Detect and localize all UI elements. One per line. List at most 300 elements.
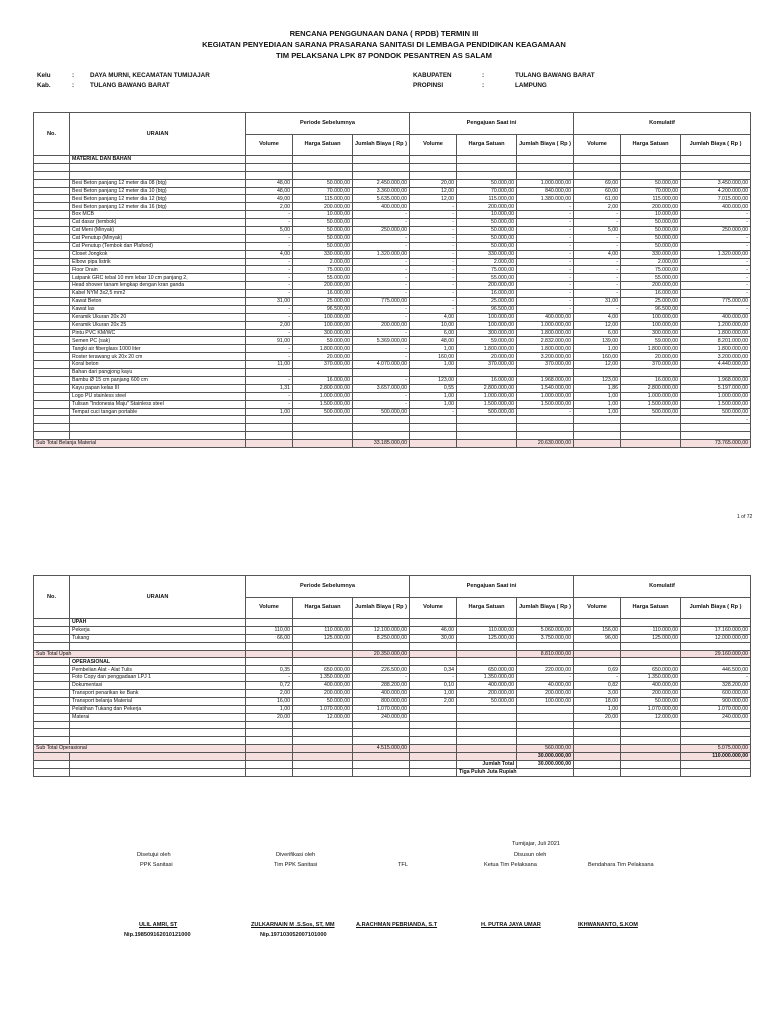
table-row: [34, 266, 751, 274]
empty-cell: [70, 416, 246, 424]
signer-nip-2: Nip.197103052007101000: [260, 932, 327, 938]
no-cell: [34, 626, 70, 634]
group-now-header: Pengajuan Saat ini: [410, 576, 574, 598]
prev-volume-cell: 20,00: [246, 713, 293, 721]
empty-cell: [681, 432, 751, 440]
terbilang-text: Tiga Puluh Juta Rupiah: [457, 768, 574, 776]
col-jumlah-header: Jumlah Biaya ( Rp ): [353, 597, 410, 619]
empty-cell: [621, 156, 681, 164]
prev-harga-cell: 59.000,00: [293, 337, 353, 345]
empty-cell: [293, 416, 353, 424]
now-jumlah-cell: -: [517, 274, 574, 282]
no-cell: [34, 313, 70, 321]
table-row: [34, 227, 751, 235]
kom-volume-cell: 18,00: [574, 697, 621, 705]
material-table: [33, 112, 751, 448]
kom-volume-cell: -: [574, 242, 621, 250]
no-cell: [34, 361, 70, 369]
prev-jumlah-cell: -: [353, 274, 410, 282]
empty-cell: [293, 650, 353, 658]
empty-cell: [517, 642, 574, 650]
empty-cell: [353, 721, 410, 729]
subtotal-operasional-row: [34, 745, 751, 753]
uraian-cell: Head shower tanam lengkap dengan kran ganda: [70, 282, 246, 290]
now-harga-cell: 200.000,00: [457, 690, 517, 698]
empty-cell: [353, 619, 410, 627]
blank-row: [34, 737, 751, 745]
empty-cell: [34, 432, 70, 440]
table-row: [34, 298, 751, 306]
kom-harga-cell: 50.000,00: [621, 219, 681, 227]
empty-cell: [246, 642, 293, 650]
section-operasional: [34, 658, 751, 666]
empty-cell: [621, 721, 681, 729]
empty-cell: [246, 753, 293, 761]
now-volume-cell: 20,00: [410, 179, 457, 187]
uraian-cell: Foto Copy dan penggadaan LPJ 1: [70, 674, 246, 682]
empty-cell: [34, 416, 70, 424]
prev-jumlah-cell: 400.000,00: [353, 203, 410, 211]
now-harga-cell: 330.000,00: [457, 250, 517, 258]
empty-cell: [574, 737, 621, 745]
empty-cell: [621, 416, 681, 424]
empty-cell: [621, 761, 681, 769]
empty-cell: [353, 768, 410, 776]
table-row: [34, 345, 751, 353]
kom-jumlah-cell: 1.500.000,00: [681, 400, 751, 408]
empty-cell: [574, 440, 621, 448]
empty-cell: [574, 650, 621, 658]
prev-jumlah-cell: 4.070.000,00: [353, 361, 410, 369]
empty-cell: [246, 163, 293, 171]
now-jumlah-cell: 1.000.000,00: [517, 392, 574, 400]
propinsi-label: PROPINSI: [413, 82, 444, 89]
tim-ppk-label: Tim PPK Sanitasi: [274, 862, 318, 868]
prev-volume-cell: -: [246, 674, 293, 682]
propinsi-value: LAMPUNG: [515, 82, 547, 89]
prev-volume-cell: 110,00: [246, 626, 293, 634]
kom-harga-cell: 370.000,00: [621, 361, 681, 369]
now-harga-cell: 300.000,00: [457, 329, 517, 337]
group-kom-header: Komulatif: [574, 113, 751, 135]
kom-volume-cell: 3,00: [574, 690, 621, 698]
empty-cell: [246, 658, 293, 666]
kab-label: Kab.: [37, 82, 51, 89]
subtotal-now: 8.810.000,00: [517, 650, 574, 658]
col-volume-header: Volume: [574, 597, 621, 619]
prev-volume-cell: 91,00: [246, 337, 293, 345]
now-volume-cell: -: [410, 674, 457, 682]
now-jumlah-cell: 5.060.000,00: [517, 626, 574, 634]
prev-harga-cell: 200.000,00: [293, 282, 353, 290]
now-jumlah-cell: 1.500.000,00: [517, 400, 574, 408]
now-jumlah-cell: 3.200.000,00: [517, 353, 574, 361]
prev-jumlah-cell: -: [353, 353, 410, 361]
doc-title-line3: TIM PELAKSANA LPK 87 PONDOK PESANTREN AS SALAM: [276, 51, 492, 60]
kab-sep: :: [72, 82, 75, 89]
blank-row: [34, 721, 751, 729]
now-jumlah-cell: 1.380.000,00: [517, 195, 574, 203]
now-volume-cell: 1,00: [410, 690, 457, 698]
now-jumlah-cell: 220.000,00: [517, 666, 574, 674]
empty-cell: [70, 642, 246, 650]
kom-jumlah-cell: 5.197.000,00: [681, 384, 751, 392]
now-harga-cell: 100.000,00: [457, 321, 517, 329]
prev-jumlah-cell: 250.000,00: [353, 227, 410, 235]
prev-volume-cell: 1,31: [246, 384, 293, 392]
prev-volume-cell: 2,00: [246, 690, 293, 698]
table-row: [34, 690, 751, 698]
empty-cell: [410, 619, 457, 627]
kom-harga-cell: 55.000,00: [621, 274, 681, 282]
empty-cell: [293, 721, 353, 729]
now-harga-cell: [457, 369, 517, 377]
prev-volume-cell: 2,00: [246, 321, 293, 329]
empty-cell: [293, 768, 353, 776]
prev-harga-cell: 115.000,00: [293, 195, 353, 203]
no-cell: [34, 690, 70, 698]
now-volume-cell: 160,00: [410, 353, 457, 361]
grand-now: 30.000.000,00: [517, 753, 574, 761]
kom-jumlah-cell: 446.500,00: [681, 666, 751, 674]
empty-cell: [246, 729, 293, 737]
prev-harga-cell: 300.000,00: [293, 329, 353, 337]
prev-jumlah-cell: -: [353, 211, 410, 219]
bendahara-label: Bendahara Tim Pelaksana: [588, 862, 654, 868]
now-harga-cell: 200.000,00: [457, 282, 517, 290]
empty-cell: [621, 753, 681, 761]
col-harga-header: Harga Satuan: [621, 134, 681, 156]
empty-cell: [246, 171, 293, 179]
empty-cell: [681, 642, 751, 650]
kom-harga-cell: 50.000,00: [621, 697, 681, 705]
now-volume-cell: -: [410, 227, 457, 235]
col-no-header: No.: [34, 113, 70, 156]
empty-cell: [353, 156, 410, 164]
prev-harga-cell: 370.000,00: [293, 361, 353, 369]
kom-volume-cell: 0,69: [574, 666, 621, 674]
kom-harga-cell: 10.000,00: [621, 211, 681, 219]
doc-title-line2: KEGIATAN PENYEDIAAN SARANA PRASARANA SANITASI DI LEMBAGA PENDIDIKAN KEAGAMAAN: [202, 40, 566, 49]
now-jumlah-cell: 1.000.000,00: [517, 321, 574, 329]
empty-cell: [246, 416, 293, 424]
empty-cell: [574, 416, 621, 424]
uraian-cell: Besi Beton panjang 12 meter dia 12 (btg): [70, 195, 246, 203]
prev-harga-cell: 50.000,00: [293, 227, 353, 235]
now-volume-cell: -: [410, 266, 457, 274]
empty-cell: [621, 642, 681, 650]
col-harga-header: Harga Satuan: [457, 134, 517, 156]
now-volume-cell: -: [410, 290, 457, 298]
empty-cell: [34, 171, 70, 179]
uraian-cell: Besi Beton panjang 12 meter dia 16 (btg): [70, 203, 246, 211]
uraian-cell: Keramik Ukuran 20x 25: [70, 321, 246, 329]
now-jumlah-cell: 40.000,00: [517, 682, 574, 690]
empty-cell: [293, 171, 353, 179]
now-jumlah-cell: -: [517, 242, 574, 250]
empty-cell: [353, 737, 410, 745]
empty-cell: [293, 737, 353, 745]
table-row: [34, 337, 751, 345]
empty-cell: [34, 642, 70, 650]
kom-harga-cell: 96.500,00: [621, 305, 681, 313]
disusun-label: Disusun oleh: [514, 852, 547, 858]
prev-harga-cell: 100.000,00: [293, 313, 353, 321]
prev-harga-cell: 1.000.000,00: [293, 392, 353, 400]
table-row: [34, 408, 751, 416]
empty-cell: [353, 171, 410, 179]
prev-volume-cell: -: [246, 211, 293, 219]
prev-harga-cell: 200.000,00: [293, 203, 353, 211]
empty-cell: [621, 432, 681, 440]
prev-volume-cell: -: [246, 242, 293, 250]
empty-cell: [293, 642, 353, 650]
empty-cell: [681, 156, 751, 164]
prev-harga-cell: 125.000,00: [293, 634, 353, 642]
empty-cell: [621, 658, 681, 666]
kom-jumlah-cell: 1.320.000,00: [681, 250, 751, 258]
prev-volume-cell: -: [246, 353, 293, 361]
empty-cell: [34, 729, 70, 737]
now-volume-cell: 0,10: [410, 682, 457, 690]
table-row: [34, 329, 751, 337]
kom-volume-cell: -: [574, 305, 621, 313]
empty-cell: [410, 745, 457, 753]
empty-cell: [574, 642, 621, 650]
kom-harga-cell: 200.000,00: [621, 203, 681, 211]
empty-cell: [457, 642, 517, 650]
empty-cell: [34, 768, 70, 776]
now-jumlah-cell: -: [517, 674, 574, 682]
kom-jumlah-cell: -: [681, 211, 751, 219]
empty-cell: [353, 424, 410, 432]
empty-cell: [681, 761, 751, 769]
jumlah-total-value: 30.000.000,00: [517, 761, 574, 769]
kom-volume-cell: 0,82: [574, 682, 621, 690]
terbilang-row: [34, 768, 751, 776]
kom-jumlah-cell: 3.450.000,00: [681, 179, 751, 187]
table-row: [34, 242, 751, 250]
empty-cell: [410, 642, 457, 650]
kom-volume-cell: 1,00: [574, 345, 621, 353]
kom-jumlah-cell: 1.200.000,00: [681, 321, 751, 329]
empty-cell: [621, 737, 681, 745]
kom-harga-cell: [621, 369, 681, 377]
table-row: [34, 353, 751, 361]
prev-volume-cell: 48,00: [246, 179, 293, 187]
empty-cell: [517, 729, 574, 737]
prev-jumlah-cell: -: [353, 345, 410, 353]
prev-jumlah-cell: 5.369.000,00: [353, 337, 410, 345]
prev-jumlah-cell: -: [353, 290, 410, 298]
table-row: [34, 313, 751, 321]
kelu-value: DAYA MURNI, KECAMATAN TUMIJAJAR: [90, 72, 210, 79]
prev-harga-cell: 200.000,00: [293, 690, 353, 698]
now-jumlah-cell: -: [517, 298, 574, 306]
kabupaten-value: TULANG BAWANG BARAT: [515, 72, 595, 79]
prev-harga-cell: 75.000,00: [293, 266, 353, 274]
empty-cell: [353, 416, 410, 424]
now-harga-cell: 115.000,00: [457, 195, 517, 203]
no-cell: [34, 211, 70, 219]
col-harga-header: Harga Satuan: [457, 597, 517, 619]
empty-cell: [34, 424, 70, 432]
now-jumlah-cell: -: [517, 305, 574, 313]
prev-volume-cell: -: [246, 305, 293, 313]
empty-cell: [457, 440, 517, 448]
now-volume-cell: -: [410, 282, 457, 290]
now-jumlah-cell: [517, 705, 574, 713]
prev-jumlah-cell: 1.070.000,00: [353, 705, 410, 713]
doc-title-line1: RENCANA PENGGUNAAN DANA ( RPDB) TERMIN III: [289, 29, 479, 38]
signer-name-4: H. PUTRA JAYA UMAR: [481, 922, 541, 928]
blank-row: [34, 163, 751, 171]
empty-cell: [246, 156, 293, 164]
diverifikasi-label: Diverifikasi oleh: [276, 852, 316, 858]
col-volume-header: Volume: [410, 134, 457, 156]
empty-cell: [410, 440, 457, 448]
now-jumlah-cell: 3.750.000,00: [517, 634, 574, 642]
prev-jumlah-cell: -: [353, 400, 410, 408]
empty-cell: [410, 156, 457, 164]
disetujui-label: Disetujui oleh: [137, 852, 171, 858]
kom-harga-cell: 115.000,00: [621, 195, 681, 203]
now-harga-cell: 1.500.000,00: [457, 400, 517, 408]
prev-jumlah-cell: -: [353, 376, 410, 384]
col-jumlah-header: Jumlah Biaya ( Rp ): [681, 597, 751, 619]
prev-volume-cell: 16,00: [246, 697, 293, 705]
subtotal-upah-row: [34, 650, 751, 658]
kom-jumlah-cell: 1.800.000,00: [681, 329, 751, 337]
signer-name-5: IKHWANANTO, S.KOM: [578, 922, 638, 928]
prev-volume-cell: -: [246, 329, 293, 337]
kom-volume-cell: -: [574, 674, 621, 682]
kom-jumlah-cell: 8.201.000,00: [681, 337, 751, 345]
now-volume-cell: [410, 369, 457, 377]
prev-jumlah-cell: 200.000,00: [353, 321, 410, 329]
kom-harga-cell: 2.000,00: [621, 258, 681, 266]
group-prev-header: Periode Sebelumnya: [246, 576, 410, 598]
table-row: [34, 400, 751, 408]
empty-cell: [574, 729, 621, 737]
prev-volume-cell: 5,00: [246, 227, 293, 235]
empty-cell: [293, 761, 353, 769]
kom-volume-cell: 20,00: [574, 713, 621, 721]
ppk-label: PPK Sanitasi: [140, 862, 173, 868]
now-volume-cell: 10,00: [410, 321, 457, 329]
no-cell: [34, 156, 70, 164]
now-harga-cell: 75.000,00: [457, 266, 517, 274]
kom-jumlah-cell: -: [681, 258, 751, 266]
uraian-cell: Kawat Beton: [70, 298, 246, 306]
prev-jumlah-cell: -: [353, 266, 410, 274]
prev-jumlah-cell: 3.360.000,00: [353, 187, 410, 195]
kom-volume-cell: 4,00: [574, 250, 621, 258]
now-volume-cell: 0,34: [410, 666, 457, 674]
kom-harga-cell: 16.000,00: [621, 376, 681, 384]
kom-jumlah-cell: -: [681, 282, 751, 290]
prev-harga-cell: 1.070.000,00: [293, 705, 353, 713]
kom-volume-cell: [574, 369, 621, 377]
uraian-cell: Semen PC (sak): [70, 337, 246, 345]
empty-cell: [457, 650, 517, 658]
prev-harga-cell: 50.000,00: [293, 219, 353, 227]
empty-cell: [681, 721, 751, 729]
signer-name-1: ULIL AMRI, ST: [139, 922, 178, 928]
subtotal-label: Sub Total Upah: [34, 650, 246, 658]
prev-jumlah-cell: 1.320.000,00: [353, 250, 410, 258]
empty-cell: [410, 650, 457, 658]
prev-volume-cell: -: [246, 345, 293, 353]
tfl-label: TFL: [398, 862, 408, 868]
prev-harga-cell: 25.000,00: [293, 298, 353, 306]
uraian-cell: Pelatihan Tukang dan Pekerja: [70, 705, 246, 713]
prev-volume-cell: -: [246, 400, 293, 408]
empty-cell: [70, 761, 246, 769]
group-kom-header: Komulatif: [574, 576, 751, 598]
empty-cell: [457, 721, 517, 729]
kom-jumlah-cell: 4.440.000,00: [681, 361, 751, 369]
no-cell: [34, 298, 70, 306]
kom-harga-cell: 75.000,00: [621, 266, 681, 274]
prev-harga-cell: 500.000,00: [293, 408, 353, 416]
col-no-header: No.: [34, 576, 70, 619]
kom-volume-cell: -: [574, 274, 621, 282]
empty-cell: [457, 156, 517, 164]
no-cell: [34, 369, 70, 377]
uraian-cell: Bahan dari pangjong kayu: [70, 369, 246, 377]
uraian-cell: Pembelian Alat - Alat Tulis: [70, 666, 246, 674]
prev-jumlah-cell: -: [353, 392, 410, 400]
kom-jumlah-cell: -: [681, 242, 751, 250]
now-volume-cell: 12,00: [410, 187, 457, 195]
kom-jumlah-cell: 1.000.000,00: [681, 392, 751, 400]
kom-jumlah-cell: 3.200.000,00: [681, 353, 751, 361]
prev-volume-cell: -: [246, 282, 293, 290]
empty-cell: [293, 753, 353, 761]
no-cell: [34, 353, 70, 361]
no-cell: [34, 666, 70, 674]
now-volume-cell: -: [410, 250, 457, 258]
kom-harga-cell: 2.800.000,00: [621, 384, 681, 392]
empty-cell: [621, 745, 681, 753]
no-cell: [34, 266, 70, 274]
now-jumlah-cell: 100.000,00: [517, 697, 574, 705]
kom-jumlah-cell: 250.000,00: [681, 227, 751, 235]
uraian-cell: Dokumentasi: [70, 682, 246, 690]
empty-cell: [246, 440, 293, 448]
no-cell: [34, 305, 70, 313]
prev-jumlah-cell: 2.450.000,00: [353, 179, 410, 187]
empty-cell: [410, 729, 457, 737]
empty-cell: [353, 761, 410, 769]
kom-volume-cell: 69,00: [574, 179, 621, 187]
kom-volume-cell: 96,00: [574, 634, 621, 642]
empty-cell: [246, 761, 293, 769]
no-cell: [34, 179, 70, 187]
empty-cell: [34, 721, 70, 729]
prev-volume-cell: -: [246, 274, 293, 282]
now-harga-cell: 2.800.000,00: [457, 384, 517, 392]
now-harga-cell: 96.500,00: [457, 305, 517, 313]
col-volume-header: Volume: [246, 597, 293, 619]
now-volume-cell: [410, 705, 457, 713]
now-jumlah-cell: 370.000,00: [517, 361, 574, 369]
empty-cell: [681, 424, 751, 432]
now-volume-cell: -: [410, 219, 457, 227]
prev-jumlah-cell: -: [353, 305, 410, 313]
table-row: [34, 697, 751, 705]
